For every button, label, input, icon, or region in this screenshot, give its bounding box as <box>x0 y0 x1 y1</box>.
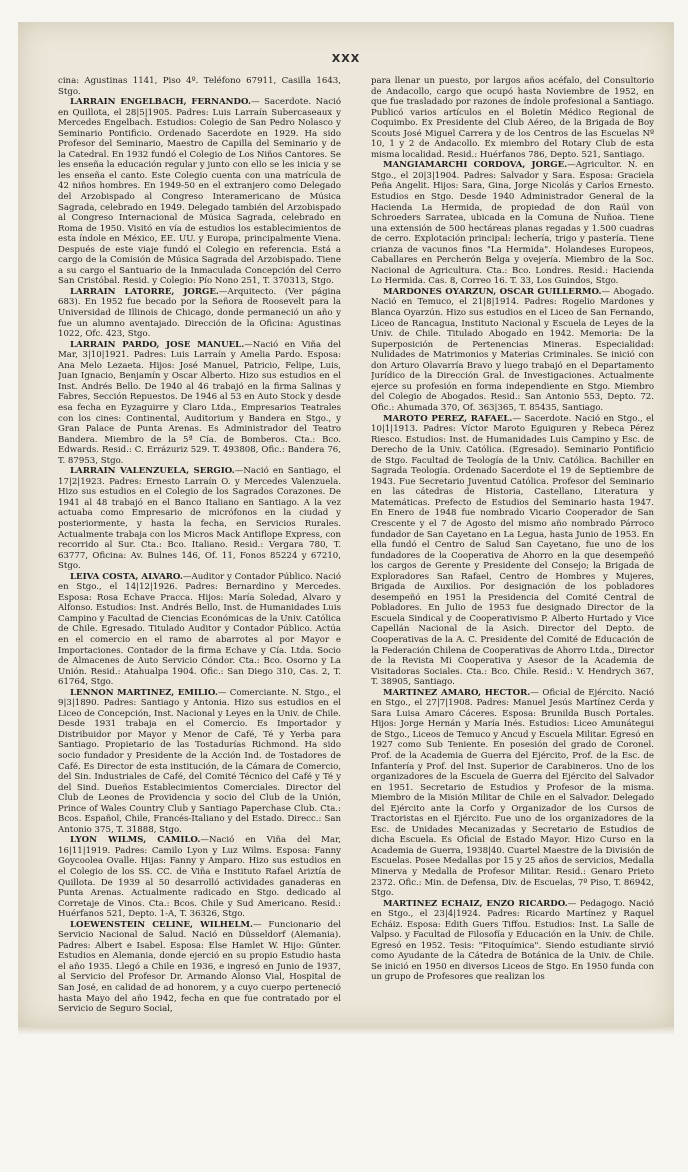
biography-entry <box>58 688 341 836</box>
left-column <box>58 76 341 1016</box>
entry-name: LOEWENSTEIN CELINE, WILHELM. <box>70 919 254 930</box>
entry-text: —Nació en Santiago, el 17|2|1923. Padres: Ernesto Larraín O. y Mercedes Valenzuela. Hizo sus estudios en el Colegio de los Sagrados Corazones. De 1941 al 48 trabajó en el Banco Italiano en Santiago. A la vez actuaba como Empresario de micrófonos en la ciudad y posteriormente, y hasta la fecha, en Servicios Rurales. Actualmente trabaja con los Micros Mack Antiflope Express, con recorrido al Sur. Cta.: Bco. Italiano. Resid.: Vergara 780, T. 63777, Oficina: Av. Bulnes 146, Of. 11, Fonos 85224 y 67210, Stgo. <box>58 466 341 572</box>
page-shadow <box>18 1027 674 1035</box>
biography-entry <box>371 414 654 688</box>
biography-entry <box>58 572 341 688</box>
entry-text: — Pedagogo. Nació en Stgo., el 23|4|1924. Padres: Ricardo Martínez y Raquel Echáiz. Esposa: Edith Guers Tiffou. Estudios: Inst. La Salle de Valpso. y Facultad de Filosofía y Educación en la Univ. de Chile. Egresó en 1952. Tesis: "Fitoquímica". Siendo estudiante sirvió como Ayudante de la Cátedra de Botánica de la Univ. de Chile. Se inició en 1950 en diversos Liceos de Stgo. En 1950 funda con un grupo de Profesores que realizan los <box>371 898 654 983</box>
entry-name: LENNON MARTINEZ, EMILIO. <box>70 687 218 698</box>
entry-text: —Auditor y Contador Público. Nació en Stgo., el 14|12|1926. Padres: Bernardino y Mercedes. Esposa: Rosa Echave Pracca. Hijos: María Soledad, Alvaro y Alfonso. Estudios: Inst. Andrés Bello, Inst. de Humanidades Luis Campino y Facultad de Ciencias Económicas de la Univ. Católica de Chile. Egresado. Titulado Auditor y Contador Público. Actúa en el comercio en el ramo de abarrotes al por Mayor e Importaciones. Contador de la firma Echave y Cía. Ltda. Socio de Almacenes de Auto Servicio Cóndor. Cta.: Bco. Osorno y La Unión. Resid.: Atahualpa 1904. Ofic.: San Diego 310, Cas. 2, T. 61764, Stgo. <box>58 571 341 688</box>
entry-name: LARRAIN LATORRE, JORGE. <box>70 286 219 297</box>
biography-entry <box>58 340 341 467</box>
entry-text: — Sacerdote. Nació en Stgo., el 10|1|1913. Padres: Víctor Maroto Eguiguren y Rebeca Pérez Riesco. Estudios: Inst. de Humanidades Luis Campino y Esc. de Derecho de la Univ. Católica. (Egresado). Seminario Pontificio de Stgo. Facultad de Teología de la Univ. Católica. Bachiller en Sagrada Teología. Ordenado Sacerdote el 19 de Septiembre de 1943. Fue Secretario Juventud Católica. Profesor del Seminario en las cátedras de Historia, Castellano, Literatura y Matemáticas. Prefecto de Estudios del Seminario hasta 1947. En Enero de 1948 fue nombrado Vicario Cooperador de San Crescente y el 7 de Agosto del mismo año nombrado Párroco fundador de San Cayetano en La Legua, hasta Junio de 1953. En ella fundó el Centro de Salud San Cayetano, fue uno de los fundadores de la Cooperativa de Ahorro en la que desempeñó los cargos de Gerente y Presidente del Consejo; la Brigada de Exploradores San Rafael, Centro de Hombres y Mujeres, Brigada de Auxilios. Por designación de los pobladores desempeñó en 1951 la Presidencia del Comité Central de Pobladores. En Julio de 1953 fue designado Director de la Escuela Sindical y de Cooperativismo P. Alberto Hurtado y Vice Capellán Nacional de la Asich. Director del Depto. de Cooperativas de la A. C. Presidente del Comité de Educación de la Federación Chilena de Cooperativas de Ahorro Ltda., Director de la Revista Mi Cooperativa y Asesor de la Academia de Visitadoras Sociales. Cta.: Bco. Chile. Resid.: V. Hendrych 367, T. 38905, Santiago. <box>371 413 654 688</box>
biography-entry <box>58 97 341 287</box>
entry-name: MARTINEZ AMARO, HECTOR. <box>383 687 531 698</box>
entry-text: —Agricultor. N. en Stgo., el 20|3|1904. Padres: Salvador y Sara. Esposa: Graciela Peña Angelit. Hijos: Sara, Gina, Jorge Nicolás y Carlos Ernesto. Estudios en Stgo. Desde 1940 Administrador General de la Hacienda La Hermida, de propiedad de don Raúl von Schroeders Sarratea, ubicada en la Comuna de Ñuñoa. Tiene una extensión de 500 hectáreas planas regadas y 1.500 cuadras de cerro. Explotación principal: lechería, trigo y pastería. Tiene crianza de vacunos finos "La Hermida". Holandeses Europeos, Caballares en Percherón Belga y ovejería. Miembro de la Soc. Nacional de Agricultura. Cta.: Bco. Londres. Resid.: Hacienda Lo Hermida. Cas. 8, Correo 16. T. 33, Los Guindos, Stgo. <box>371 160 654 287</box>
entry-name: LYON WILMS, CAMILO. <box>70 835 201 846</box>
entry-text: — Abogado. Nació en Temuco, el 21|8|1914. Padres: Rogelio Mardones y Blanca Oyarzún. Hizo sus estudios en el Liceo de San Fernando, Liceo de Rancagua, Instituto Nacional y Escuela de Leyes de la Univ. de Chile. Titulado Abogado en 1942. Memoria: De la Superposición de Pertenencias Mineras. Especialidad: Nulidades de Matrimonios y Materias Criminales. Se inició con don Arturo Olavarría Bravo y luego trabajó en el Departamento Jurídico de la Dirección Gral. de Investigaciones. Actualmente ejerce su profesión en forma independiente en Stgo. Miembro del Colegio de Abogados. Resid.: San Antonio 553, Depto. 72. Ofic.: Ahumada 370, Of. 363|365, T. 85435, Santiago. <box>371 286 654 413</box>
entry-name: LARRAIN PARDO, JOSE MANUEL. <box>70 339 245 350</box>
biography-entry <box>58 835 341 919</box>
entry-text: —Arquitecto. (Ver página 683). En 1952 fue becado por la Señora de Roosevelt para la Universidad de Illinois de Chicago, donde permaneció un año y fue un alumno aventajado. Dirección de la Oficina: Agustinas 1022, Ofc. 423, Stgo. <box>58 286 341 340</box>
entry-name: MAROTO PEREZ, RAFAEL. <box>383 413 513 424</box>
entry-name: LARRAIN VALENZUELA, SERGIO. <box>70 466 235 477</box>
entry-text: — Oficial de Ejército. Nació en Stgo., el 27|7|1908. Padres: Manuel Jesús Martínez Cerda y Sara Luisa Amaro Cáceres. Esposa: Brunilda Busch Portales. Hijos: Jorge Hernán y María Inés. Estudios: Liceo Amunátegui de Stgo., Liceos de Temuco y Ancud y Escuela Militar. Egresó en 1927 como Sub Teniente. En posesión del grado de Coronel. Prof. de la Academia de Guerra del Ejército, Prof. de la Esc. de Infantería y Prof. del Inst. Superior de Carabineros. Uno de los organizadores de la Escuela de Guerra del Ejército del Salvador en 1951. Secretario de Estudios y Profesor de la misma. Miembro de la Misión Militar de Chile en el Salvador. Delegado del Ejército ante la Corfo y Organizador de los Cursos de Tractoristas en el Ejército. Fue uno de los organizadores de la Esc. de Unidades Mecanizadas y Secretario de Estudios de dicha Escuela. Es Oficial de Estado Mayor. Hizo Curso en la Academia de Guerra, 1938|40. Cuartel Maestre de la División de Escuelas. Posee Medallas por 15 y 25 años de servicios, Medalla Minerva y Medalla de Profesor Militar. Resid.: Genaro Prieto 2372. Ofic.: Min. de Defensa, Div. de Escuelas, 7º Piso, T. 86942, Stgo. <box>371 687 654 899</box>
entry-name: MARTINEZ ECHAIZ, ENZO RICARDO. <box>383 898 568 909</box>
right-column <box>371 76 654 1016</box>
biography-continuation <box>371 76 654 160</box>
entry-text: — Sacerdote. Nació en Quillota, el 28|5|1905. Padres: Luis Larraín Subercaseaux y Mercedes Engelbach. Estudios: Colegio de San Pedro Nolasco y Seminario Pontificio. Ordenado Sacerdote en 1929. Ha sido Profesor del Seminario, Maestro de Capilla del Seminario y de la Catedral. En 1932 fundó el Colegio de Los Niños Cantores. Se les enseña la educación regular y junto con ello se les inicia y se les enseña el canto. Este Colegio cuenta con una matrícula de 42 niños hombres. En 1949-50 en el extranjero como Delegado del Arzobispado al Congreso Interamericano de Música Sagrada, celebrado en 1949. Delegado también del Arzobispado al Congreso Internacional de Música Sagrada, celebrado en Roma de 1950. Visitó en vía de estudios los establecimientos de esta índole en México, EE. UU. y Europa, principalmente Viena. Después de este viaje fundó el Colegio en referencia. Está a cargo de la Comisión de Música Sagrada del Arzobispado. Tiene a su cargo el Santuario de la Inmaculada Concepción del Cerro San Cristóbal. Resid. y Colegio: Pío Nono 251, T. 370313, Stgo. <box>58 97 341 287</box>
entry-text: cina: Agustinas 1141, Piso 4º. Teléfono 67911, Casilla 1643, Stgo. <box>58 76 341 97</box>
biography-entry <box>58 466 341 571</box>
entry-text: — Comerciante. N. Stgo., el 9|3|1890. Padres: Santiago y Antonia. Hizo sus estudios en el Liceo de Concepción, Inst. Nacional y Leyes en la Univ. de Chile. Desde 1931 trabaja en el Comercio. Es Importador y Distribuidor por Mayor y Menor de Café, Té y Yerba para Santiago. Propietario de las Tostadurías Richmond. Ha sido socio fundador y Presidente de la Acción Ind. de Tostadores de Café. Es Director de esta institución, de la Cámara de Comercio, del Sin. Industriales de Café, del Comité Técnico del Café y Té y del Sind. Dueños Establecimientos Comerciales. Director del Club de Leones de Providencia y socio del Club de la Unión, Prince of Wales Country Club y Santiago Paperchase Club. Cta.: Bcos. Español, Chile, Francés-Italiano y del Estado. Direcc.: San Antonio 375, T. 31888, Stgo. <box>58 687 341 835</box>
entry-name: LARRAIN ENGELBACH, FERNANDO. <box>70 97 251 108</box>
entry-text: para llenar un puesto, por largos años acéfalo, del Consultorio de Andacollo, cargo que ocupó hasta Noviembre de 1952, en que fue trasladado por razones de índole profesional a Santiago. Publicó varios artículos en el Boletín Médico Regional de Coquimbo. Ex Presidente del Club Aéreo, de la Brigada de Boy Scouts José Miguel Carrera y de los Centros de las Escuelas Nº 10, 1 y 2 de Andacollo. Ex miembro del Rotary Club de esta misma localidad. Resid.: Huérfanos 786, Depto. 521, Santiago. <box>371 76 654 160</box>
biography-entry <box>58 287 341 340</box>
page-number: XXX <box>331 52 361 65</box>
entry-text: —Nació en Viña del Mar, 16|11|1919. Padres: Camilo Lyon y Luz Wilms. Esposa: Fanny Goycoolea Ovalle. Hijas: Fanny y Amparo. Hizo sus estudios en el Colegio de los SS. CC. de Viña e Instituto Rafael Ariztía de Quillota. De 1939 al 50 desarrolló actividades ganaderas en Punta Arenas. Actualmente radicado en Stgo. dedicado al Corretaje de Vinos. Cta.: Bcos. Chile y Sud Americano. Resid.: Huérfanos 521, Depto. 1-A, T. 36326, Stgo. <box>58 835 341 920</box>
biography-continuation <box>58 76 341 97</box>
text-columns <box>58 76 654 1016</box>
entry-text: — Funcionario del Servicio Nacional de Salud. Nació en Düsseldorf (Alemania). Padres: Albert e Isabel. Esposa: Else Hamlet W. Hijo: Günter. Estudios en Alemania, donde ejerció en su propio Estudio hasta el año 1935. Llegó a Chile en 1936, e ingresó en Junio de 1937, al Servicio del Profesor Dr. Armando Alonso Vial, Hospital de San José, en calidad de ad honorem, y a cuyo cuerpo perteneció hasta Mayo del año 1942, fecha en que fue contratado por el Servicio de Seguro Social, <box>58 919 341 1015</box>
biography-entry <box>371 899 654 983</box>
entry-text: —Nació en Viña del Mar, 3|10|1921. Padres: Luis Larraín y Amelia Pardo. Esposa: Ana Melo Lezaeta. Hijos: José Manuel, Patricio, Felipe, Luis, Juan Ignacio, Benjamín y Oscar Alberto. Hizo sus estudios en el Inst. Andrés Bello. De 1940 al 46 trabajó en la firma Salinas y Fabres, Sección Repuestos. De 1946 al 53 en Auto Stock y desde esa fecha en Eyzaguirre y Claro Ltda., Empresarios Teatrales con los cines: Continental, Auditorium y Bandera en Stgo., y Gran Palace de Punta Arenas. Es Administrador del Teatro Bandera. Miembro de la 5ª Cía. de Bomberos. Cta.: Bco. Edwards. Resid.: C. Errázuriz 529. T. 493808, Ofic.: Bandera 76, T. 87953, Stgo. <box>58 339 341 466</box>
entry-name: MARDONES OYARZUN, OSCAR GUILLERMO. <box>383 286 602 297</box>
book-page <box>18 22 674 1027</box>
biography-entry <box>58 920 341 1015</box>
biography-entry <box>371 160 654 287</box>
biography-entry <box>371 287 654 414</box>
entry-name: LEIVA COSTA, ALVARO. <box>70 571 183 582</box>
entry-name: MANGIAMARCHI CORDOVA, JORGE. <box>383 160 568 171</box>
biography-entry <box>371 688 654 899</box>
